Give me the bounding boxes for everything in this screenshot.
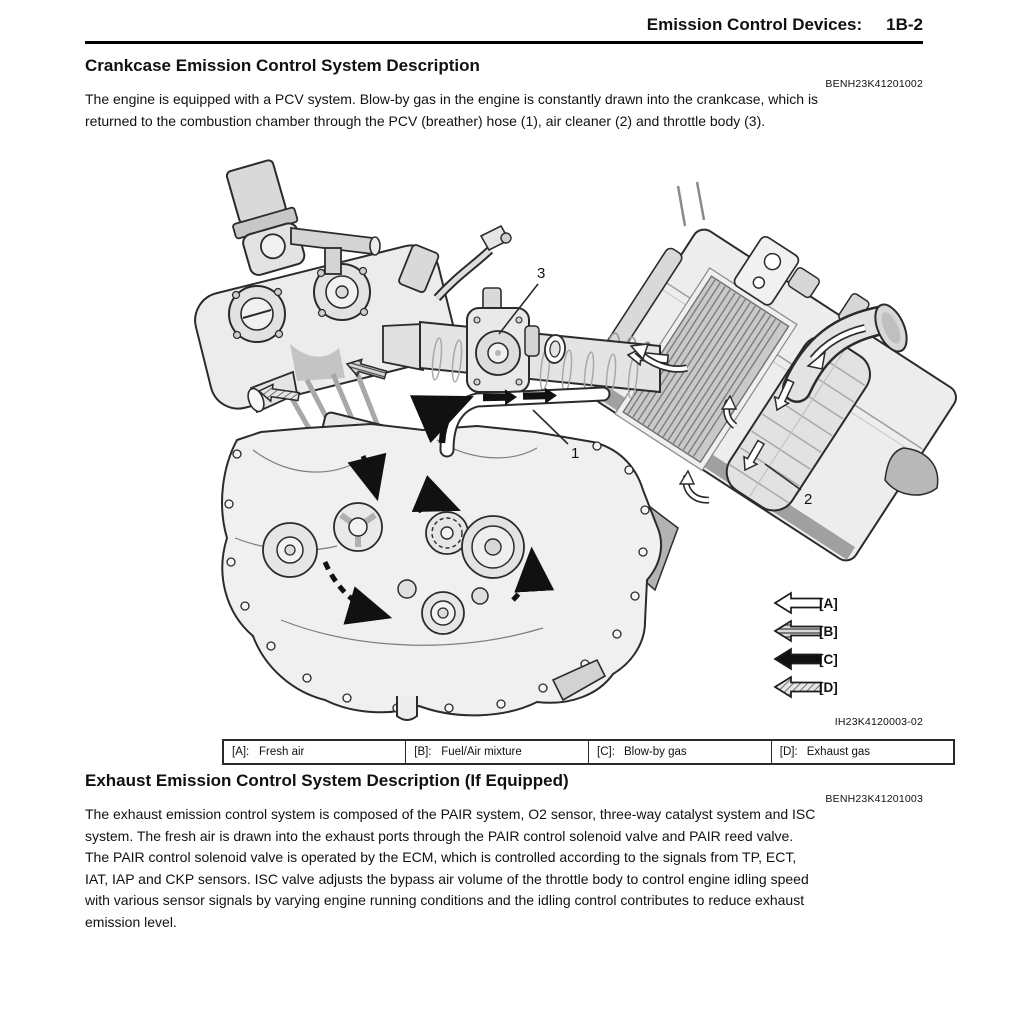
- legend-desc: Fuel/Air mixture: [441, 746, 522, 758]
- table-row: [223, 740, 954, 764]
- legend-key: [D]:: [779, 746, 798, 758]
- legend-arrow-blow-by: [775, 649, 821, 669]
- section-title-exhaust: Exhaust Emission Control System Description (If Equipped): [85, 771, 569, 790]
- legend-cell-d: [771, 740, 954, 764]
- body-line: The exhaust emission control system is composed of the PAIR system, O2 sensor, three-way catalyst system and ISC: [85, 806, 816, 822]
- body-line: The engine is equipped with a PCV system. Blow-by gas in the engine is constantly drawn into the crankcase, which is: [85, 91, 819, 107]
- legend-key: [A]:: [232, 746, 250, 758]
- legend-cell-b: [406, 740, 589, 764]
- page-number: 1B-2: [886, 15, 923, 34]
- legend-cell-c: [589, 740, 772, 764]
- callout-1-pcv-hose: 1: [571, 445, 580, 462]
- legend-arrow-fresh-air: [775, 593, 821, 613]
- body-line: The PAIR control solenoid valve is operated by the ECM, which is controlled according to the signals from TP, ECT,: [85, 849, 797, 865]
- body-line: IAT, IAP and CKP sensors. ISC valve adjusts the bypass air volume of the throttle body to control engine idling speed: [85, 870, 809, 887]
- callout-2-air-cleaner: 2: [804, 491, 813, 508]
- callout-3-throttle-body: 3: [537, 265, 546, 282]
- legend-label-b: [B]: [819, 624, 838, 639]
- throttle-body: [467, 288, 539, 392]
- running-header: [647, 15, 923, 35]
- legend-key: [B]:: [414, 746, 432, 758]
- figure-code: IH23K4120003-02: [834, 716, 923, 728]
- legend-arrow-exhaust: [775, 677, 821, 697]
- body-line: returned to the combustion chamber through the PCV (breather) hose (1), air cleaner (2) and throttle body (3).: [85, 112, 766, 129]
- pcv-system-diagram: [85, 148, 960, 738]
- legend-label-c: [C]: [819, 652, 838, 667]
- body-line: emission level.: [85, 913, 177, 930]
- legend-cell-a: [223, 740, 406, 764]
- legend-desc: Blow-by gas: [624, 746, 687, 758]
- section-ref-code: BENH23K41201002: [825, 78, 923, 90]
- legend-desc: Fresh air: [259, 746, 305, 758]
- legend-label-d: [D]: [819, 680, 838, 695]
- legend-label-a: [A]: [819, 596, 838, 611]
- header-rule: [85, 41, 923, 44]
- crankcase: [222, 424, 661, 720]
- chapter-title: Emission Control Devices:: [646, 15, 863, 34]
- legend-key: [C]:: [597, 746, 615, 758]
- section-ref-code: BENH23K41201003: [825, 793, 923, 805]
- body-line: with various sensor signals by varying engine running conditions and the idling control contributes to reduce exhaust: [85, 892, 805, 908]
- section-title-crankcase: Crankcase Emission Control System Description: [85, 56, 480, 75]
- section-body-exhaust: [85, 804, 815, 933]
- legend-desc: Exhaust gas: [806, 746, 871, 758]
- section-body-crankcase: [85, 89, 818, 132]
- legend-arrow-fuel-air: [775, 621, 821, 641]
- body-line: system. The fresh air is drawn into the exhaust ports through the PAIR control solenoid valve and PAIR reed valve.: [85, 827, 794, 844]
- figure-legend-table: [222, 739, 955, 765]
